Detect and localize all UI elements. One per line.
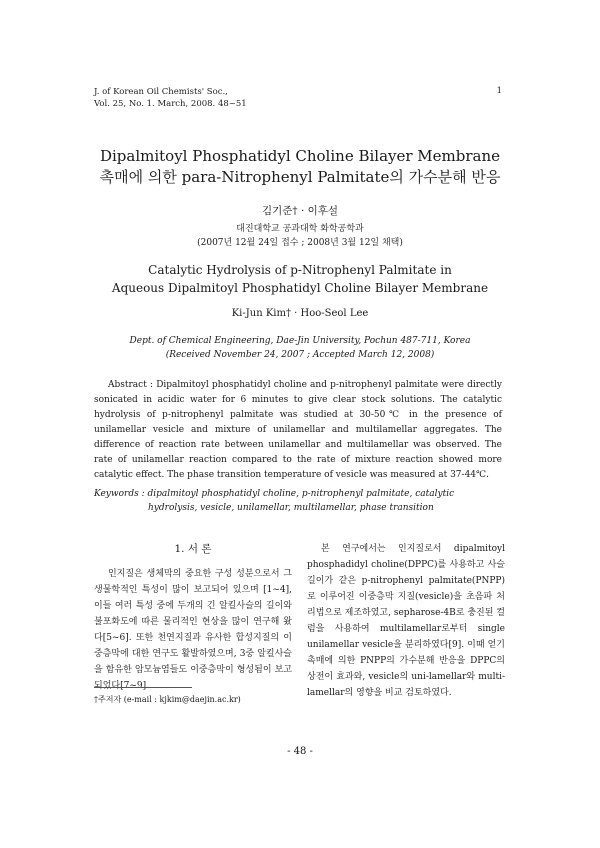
english-title-line-2: Aqueous Dipalmitoyl Phosphatidyl Choline Bilayer Membrane <box>111 281 489 295</box>
affiliation-korean <box>60 222 540 250</box>
keywords-line-1: dipalmitoyl phosphatidyl choline, p-nitrophenyl palmitate, catalytic <box>147 489 455 499</box>
abstract-label: Abstract <box>108 380 147 390</box>
page-number: 1 <box>496 86 502 96</box>
journal-line-1: J. of Korean Oil Chemists' Soc., <box>94 87 228 97</box>
journal-line-2: Vol. 25, No. 1. March, 2008. 48~51 <box>94 99 247 109</box>
intro-paragraph-1: 인지질은 생체막의 중요한 구성 성분으로서 그 생물학적인 특성이 많이 보고되어 있으며 [1~4], 이들 여러 특성 중에 두개의 긴 알킬사슬의 길이와 불포화도에 따른 물리적인 현상을 많이 연구해 왔다[5~6]. 또한 천연지질과 유사한 합성지질의 이중층막에 대한 연구도 활발하였으며, 3중 알킬사슬을 함유한 암모늄염들도 이중층막이 형성됨이 보고되었다[7~9]. <box>94 569 292 691</box>
affiliation-english-line-1: Dept. of Chemical Engineering, Dae-Jin University, Pochun 487-711, Korea <box>129 336 471 346</box>
title-line-1: Dipalmitoyl Phosphatidyl Choline Bilayer Membrane <box>99 147 501 165</box>
footnote: †주저자 (e-mail : kjkim@daejin.ac.kr) <box>94 695 241 704</box>
page-folio: - 48 - <box>287 746 313 757</box>
abstract: Abstract : Dipalmitoyl phosphatidyl choline and p-nitrophenyl palmitate were directly sonicated in acidic water for 6 minutes to give clear stock solutions. The catalytic hydrolysis of p-nitrophenyl palmitate was studied at 30-50℃ in the presence of unilamellar vesicle and mixture of unilamellar and multilamellar aggregates. The difference of reaction rate between unilamellar and multilamellar was observed. The rate of unilamellar reaction compared to the rate of mixture reaction showed more catalytic effect. The phase transition temperature of vesicle was measured at 37-44℃. <box>94 380 502 480</box>
keywords: Keywords : dipalmitoyl phosphatidyl choline, p-nitrophenyl palmitate, catalytic hydrolysis, vesicle, unilamellar, multilamellar, phase transition <box>94 487 502 515</box>
affiliation-english <box>60 334 540 362</box>
footnote-divider <box>94 687 192 688</box>
english-title-line-1: Catalytic Hydrolysis of p-Nitrophenyl Palmitate in <box>148 263 452 277</box>
affiliation-korean-line-1: 대진대학교 공과대학 화학공학과 <box>236 224 364 234</box>
journal-header <box>94 86 247 110</box>
keywords-label: Keywords <box>94 489 139 499</box>
affiliation-english-line-2: (Received November 24, 2007 ; Accepted March 12, 2008) <box>165 350 435 360</box>
authors-korean: 김기준† · 이후설 <box>261 205 339 217</box>
section-heading: 1. 서 론 <box>174 543 212 555</box>
affiliation-korean-line-2: (2007년 12월 24일 접수 ; 2008년 3월 12일 채택) <box>197 238 403 248</box>
intro-paragraph-2: 본 연구에서는 인지질로서 dipalmitoyl phosphadidyl choline(DPPC)를 사용하고 사슬 길이가 같은 p-nitrophenyl palmitate(PNPP)로 이루어진 이중층막 지질(vesicle)을 초음파 처리법으로 제조하였고, sepharose-4B로 충진된 컬럼을 사용하여 multilamellar로부터 single unilamellar vesicle을 분리하였다[9]. 이때 얻기 촉매에 의한 PNPP의 가수분해 반응을 DPPC의 상전이 효과와, vesicle의 uni-lamellar와 multi-lamellar의 영향을 비교 검토하였다. <box>307 544 505 698</box>
abstract-text: Dipalmitoyl phosphatidyl choline and p-nitrophenyl palmitate were directly sonicated in acidic water for 6 minutes to give clear stock solutions. The catalytic hydrolysis of p-nitrophenyl palmitate was studied at 30-50℃ in the presence of unilamellar vesicle and mixture of unilamellar and multilamellar aggregates. The difference of reaction rate between unilamellar and multilamellar was observed. The rate of unilamellar reaction compared to the rate of mixture reaction showed more catalytic effect. The phase transition temperature of vesicle was measured at 37-44℃. <box>94 380 502 480</box>
authors-english: Ki-Jun Kim† · Hoo-Seol Lee <box>231 308 369 319</box>
title-line-2: 촉매에 의한 para-Nitrophenyl Palmitate의 가수분해 반응 <box>99 168 501 186</box>
keywords-line-2: hydrolysis, vesicle, unilamellar, multilamellar, phase transition <box>148 503 434 513</box>
